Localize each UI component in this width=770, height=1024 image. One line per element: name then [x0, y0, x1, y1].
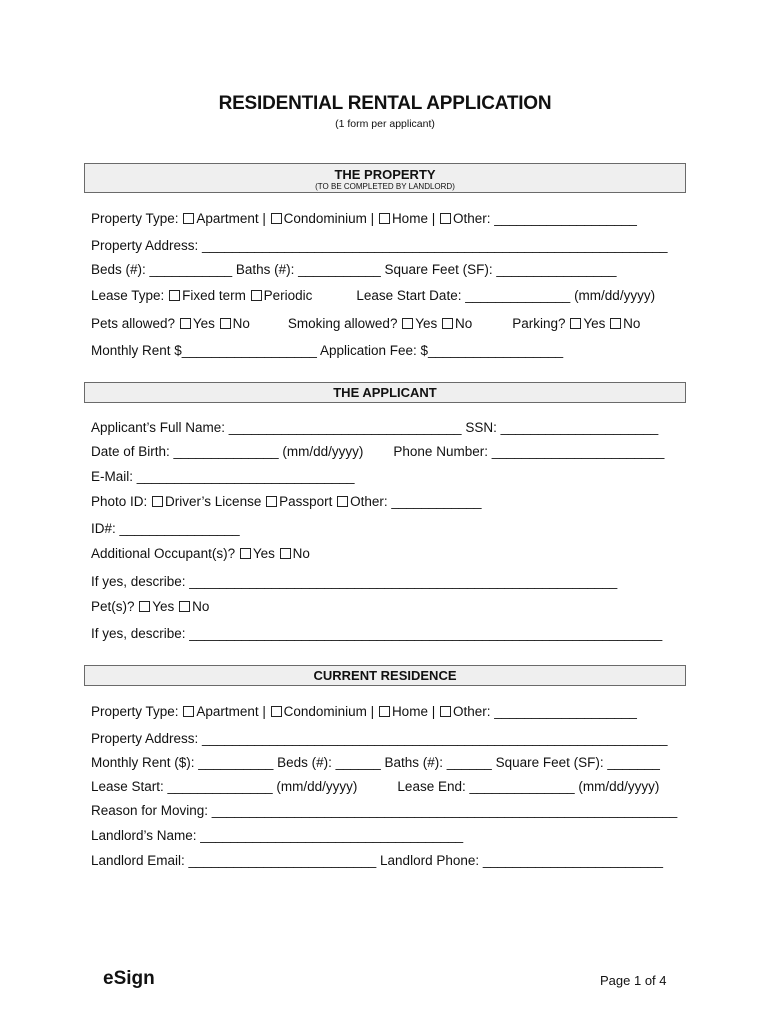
section-header-applicant	[84, 382, 686, 403]
section-title: CURRENT RESIDENCE	[313, 668, 457, 683]
option-label: No	[292, 546, 310, 561]
other-id-checkbox[interactable]	[337, 496, 348, 507]
photo-id-row	[91, 494, 482, 510]
other-field[interactable]: Other: ___________________	[452, 211, 637, 226]
drivers-license-checkbox[interactable]	[152, 496, 163, 507]
option-label: Home |	[391, 704, 436, 719]
section-subtitle: (TO BE COMPLETED BY LANDLORD)	[315, 182, 455, 191]
option-label: Yes	[192, 316, 215, 331]
parking-no-checkbox[interactable]	[610, 318, 621, 329]
section-title: THE PROPERTY	[334, 167, 436, 182]
beds-field[interactable]: Beds (#): ___________	[91, 262, 233, 277]
beds-field[interactable]: Beds (#): ______	[277, 755, 381, 770]
field-label: Parking?	[512, 316, 566, 331]
pets-row	[91, 599, 209, 615]
esign-logo: eSign	[103, 968, 155, 989]
option-label: Periodic	[263, 288, 313, 303]
baths-field[interactable]: Baths (#): ______	[384, 755, 492, 770]
option-label: No	[192, 599, 210, 614]
landlord-contact-row	[91, 853, 663, 869]
apartment-checkbox[interactable]	[183, 213, 194, 224]
document-title: RESIDENTIAL RENTAL APPLICATION	[218, 93, 552, 114]
residence-rent-row	[91, 755, 660, 771]
monthly-rent-field[interactable]: Monthly Rent ($): __________	[91, 755, 274, 770]
option-label: Yes	[415, 316, 438, 331]
other-field[interactable]: Other: ___________________	[452, 704, 637, 719]
periodic-checkbox[interactable]	[251, 290, 262, 301]
condominium-checkbox[interactable]	[271, 213, 282, 224]
date-of-birth-field[interactable]: Date of Birth: ______________ (mm/dd/yyyy)	[91, 444, 364, 459]
lease-dates-row	[91, 779, 659, 795]
section-title: THE APPLICANT	[333, 385, 437, 400]
option-label: Apartment |	[196, 704, 266, 719]
lease-end-field[interactable]: Lease End: ______________ (mm/dd/yyyy)	[397, 779, 660, 794]
other-id-field[interactable]: Other: ____________	[350, 494, 482, 509]
option-label: Condominium |	[283, 211, 375, 226]
option-label: Fixed term	[182, 288, 246, 303]
lease-start-field[interactable]: Lease Start: ______________ (mm/dd/yyyy)	[91, 779, 358, 794]
landlord-phone-field[interactable]: Landlord Phone: ________________________	[380, 853, 664, 868]
pets-smoking-parking-row	[91, 316, 640, 332]
email-field[interactable]: E-Mail: _____________________________	[91, 469, 355, 484]
other-checkbox[interactable]	[440, 706, 451, 717]
pets-yes-checkbox[interactable]	[180, 318, 191, 329]
monthly-rent-field[interactable]: Monthly Rent $__________________	[91, 343, 317, 358]
home-checkbox[interactable]	[379, 706, 390, 717]
option-label: Yes	[252, 546, 275, 561]
dob-phone-row	[91, 444, 664, 460]
pets-no-checkbox[interactable]	[220, 318, 231, 329]
pets-yes-checkbox[interactable]	[139, 601, 150, 612]
field-label: Photo ID:	[91, 494, 148, 509]
section-header-property	[84, 163, 686, 193]
option-label: No	[455, 316, 473, 331]
option-label: Passport	[279, 494, 333, 509]
field-label: Pet(s)?	[91, 599, 135, 614]
option-label: Apartment |	[196, 211, 266, 226]
field-label: Pets allowed?	[91, 316, 176, 331]
pets-describe-field[interactable]: If yes, describe: _______________________________________________________________	[91, 626, 663, 641]
option-label: Driver’s License	[165, 494, 262, 509]
application-fee-field[interactable]: Application Fee: $__________________	[319, 343, 564, 358]
condominium-checkbox[interactable]	[271, 706, 282, 717]
id-number-field[interactable]: ID#: ________________	[91, 521, 240, 536]
field-label: Property Type:	[91, 704, 179, 719]
field-label: Smoking allowed?	[287, 316, 398, 331]
occupants-yes-checkbox[interactable]	[240, 548, 251, 559]
passport-checkbox[interactable]	[266, 496, 277, 507]
smoking-no-checkbox[interactable]	[442, 318, 453, 329]
page-number: Page 1 of 4	[600, 973, 667, 988]
field-label: Lease Type:	[91, 288, 165, 303]
option-label: Condominium |	[283, 704, 375, 719]
pets-no-checkbox[interactable]	[179, 601, 190, 612]
parking-yes-checkbox[interactable]	[570, 318, 581, 329]
beds-baths-row	[91, 262, 616, 278]
full-name-field[interactable]: Applicant’s Full Name: _______________________________	[91, 420, 462, 435]
option-label: Home |	[391, 211, 436, 226]
occupants-describe-field[interactable]: If yes, describe: _________________________________________________________	[91, 574, 618, 589]
option-label: No	[232, 316, 250, 331]
lease-type-row	[91, 288, 655, 304]
baths-field[interactable]: Baths (#): ___________	[235, 262, 381, 277]
reason-for-moving-field[interactable]: Reason for Moving: ______________________________________________________________	[91, 803, 678, 818]
occupants-no-checkbox[interactable]	[280, 548, 291, 559]
fixed-term-checkbox[interactable]	[169, 290, 180, 301]
document-subtitle: (1 form per applicant)	[335, 118, 435, 130]
option-label: Yes	[583, 316, 606, 331]
landlord-email-field[interactable]: Landlord Email: _________________________	[91, 853, 377, 868]
smoking-yes-checkbox[interactable]	[402, 318, 413, 329]
residence-address-field[interactable]: Property Address: ______________________________________________________________	[91, 731, 668, 746]
lease-start-date-field[interactable]: Lease Start Date: ______________ (mm/dd/yyyy)	[356, 288, 656, 303]
property-address-field[interactable]: Property Address: ______________________________________________________________	[91, 238, 668, 253]
option-label: Yes	[152, 599, 175, 614]
option-label: No	[623, 316, 641, 331]
property-type-row	[91, 211, 637, 227]
name-ssn-row	[91, 420, 658, 436]
occupants-row	[91, 546, 310, 562]
square-feet-field[interactable]: Square Feet (SF): _______	[495, 755, 660, 770]
section-header-residence	[84, 665, 686, 686]
other-checkbox[interactable]	[440, 213, 451, 224]
residence-type-row	[91, 704, 637, 720]
phone-number-field[interactable]: Phone Number: _______________________	[393, 444, 665, 459]
home-checkbox[interactable]	[379, 213, 390, 224]
ssn-field[interactable]: SSN: _____________________	[465, 420, 659, 435]
field-label: Additional Occupant(s)?	[91, 546, 236, 561]
apartment-checkbox[interactable]	[183, 706, 194, 717]
rent-fee-row	[91, 343, 563, 359]
field-label: Property Type:	[91, 211, 179, 226]
square-feet-field[interactable]: Square Feet (SF): ________________	[384, 262, 617, 277]
landlord-name-field[interactable]: Landlord’s Name: ___________________________________	[91, 828, 464, 843]
